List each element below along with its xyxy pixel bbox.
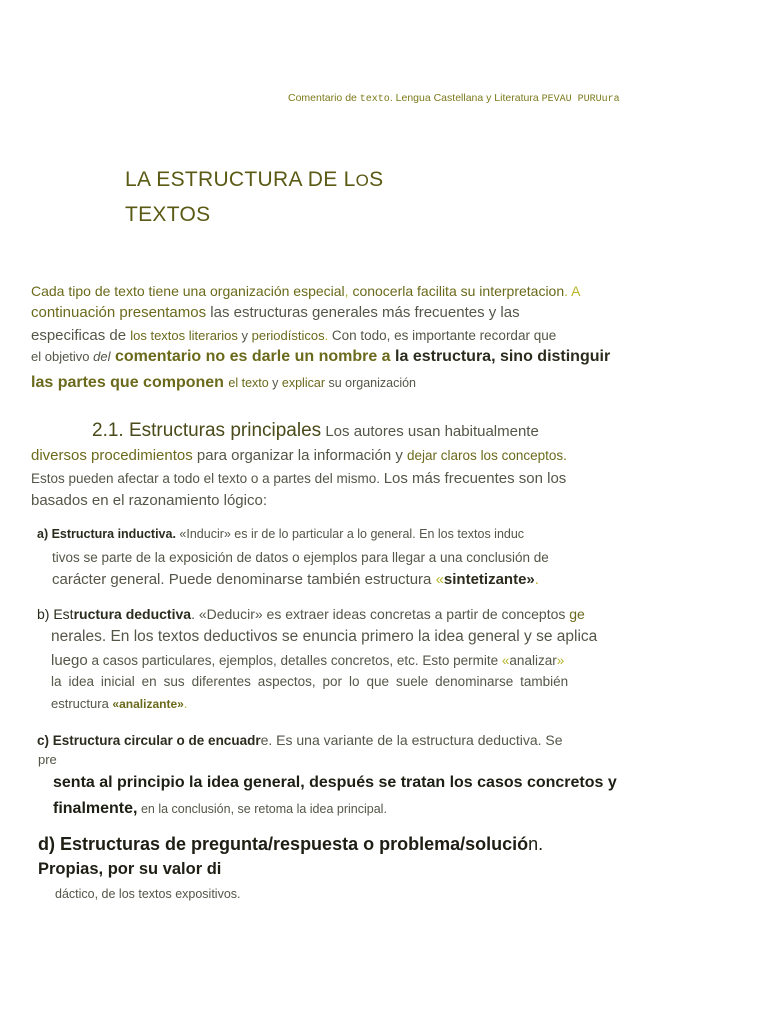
item-d-line-3: dáctico, de los textos expositivos. [55, 887, 241, 901]
item-b-line-2: nerales. En los textos deductivos se enuncia primero la idea general y se aplica [51, 628, 598, 645]
intro-text: Con todo, es importante recordar que [331, 328, 557, 343]
intro-line-3 [31, 327, 556, 344]
item-a-text: » [526, 571, 535, 588]
item-b-label: ructura deductiva [73, 606, 192, 622]
intro-text: continuación presentamos [31, 304, 211, 321]
section-text: diversos procedimientos [31, 447, 193, 464]
intro-text: su organización [324, 376, 417, 390]
item-d-line-2: Propias, por su valor di [38, 860, 222, 878]
item-a-keyword: sintetizante [443, 571, 527, 588]
section-text: dejar claros los conceptos. [407, 448, 567, 463]
item-b-text: luego [51, 652, 88, 669]
item-c-keyword: finalmente, [53, 800, 138, 817]
intro-text: Cada tipo de texto tiene una organización especial [31, 283, 345, 299]
section-heading [92, 420, 539, 442]
intro-text: del [93, 349, 111, 364]
intro-text-bold: las partes que componen [31, 374, 229, 391]
intro-text: los textos literarios [130, 328, 238, 343]
title-text: LA ESTRUCTURA DE L [125, 168, 356, 191]
intro-text: especificas de [31, 327, 131, 344]
title-text-o: O [355, 171, 370, 190]
item-c-text: e [260, 732, 269, 748]
intro-line-5 [31, 374, 416, 392]
item-d-text: n. [528, 834, 544, 854]
header-course: . Lengua Castellana y Literatura [389, 92, 542, 104]
item-b-text: b) Est [37, 606, 74, 622]
section-line-4: basados en el razonamiento lógico: [31, 492, 267, 509]
page-header [288, 92, 620, 105]
item-b-text: estructura [51, 696, 113, 711]
intro-text: conocerla facilita su interpretacion [352, 283, 565, 299]
header-subject: Comentario de [288, 92, 360, 104]
section-line-3 [31, 470, 566, 487]
item-b-text: » [556, 653, 565, 668]
intro-text: , [344, 283, 353, 299]
intro-text-bold: la estructura, sino distinguir [390, 348, 611, 365]
item-a-text: . [534, 571, 539, 588]
item-c-line-3: senta al principio la idea general, después se tratan los casos concretos y [53, 774, 617, 791]
item-b-keyword: «analizante» [112, 697, 184, 711]
item-c-label: c) Estructura circular o de encuadr [37, 733, 261, 748]
item-c-text: . Es una variante de la estructura deductiva. Se [268, 732, 563, 748]
title-text-s: S [369, 168, 384, 191]
header-exam: PEVAU PURUura [541, 94, 620, 105]
header-subject-word: texto [359, 94, 390, 105]
item-b-line-1 [37, 606, 585, 622]
item-a-label: a) Estructura inductiva. [37, 527, 176, 541]
intro-text: el objetivo [31, 349, 94, 364]
intro-text: y [268, 376, 282, 390]
section-text: para organizar la información y [192, 447, 408, 464]
section-heading-title: 2.1. Estructuras principales [92, 420, 322, 441]
item-a-line-1 [37, 527, 524, 541]
intro-text: y [237, 328, 252, 343]
item-b-text: . «Deducir» es extraer ideas concretas a partir de conceptos [191, 606, 570, 622]
item-d-line-1 [38, 834, 543, 855]
section-text: Los autores usan habitualmente [321, 423, 539, 440]
section-text: Estos pueden afectar a todo el texto o a partes del mismo. [31, 471, 384, 486]
item-a-text: «Inducir» es ir de lo particular a lo general. En los textos induc [175, 527, 525, 541]
intro-line-1 [31, 283, 580, 299]
item-b-line-3 [51, 652, 564, 669]
intro-text: periodísticos [251, 328, 325, 343]
item-b-text: . [183, 696, 188, 711]
intro-text-bold: comentario no es darle un nombre a [110, 348, 391, 365]
item-d-label: d) Estructuras de pregunta/respuesta o problema/solució [38, 834, 529, 854]
intro-text: las estructuras generales más frecuentes y las [210, 304, 520, 321]
item-c-line-1 [37, 732, 563, 748]
item-b-text: a casos particulares, ejemplos, detalles concretos, etc. Esto permite [87, 653, 502, 668]
page-title-line1 [125, 168, 383, 192]
intro-line-4 [31, 348, 610, 366]
item-c-line-4 [53, 800, 387, 818]
item-c-text: en la conclusión, se retoma la idea principal. [137, 802, 387, 816]
item-a-text: « [435, 571, 444, 588]
item-a-line-2: tivos se parte de la exposición de datos o ejemplos para llegar a una conclusión de [52, 550, 549, 565]
intro-line-2 [31, 304, 520, 321]
intro-text: el texto [228, 376, 269, 390]
item-c-line-2: pre [38, 752, 57, 767]
section-line-2 [31, 447, 567, 464]
item-b-line-5 [51, 696, 187, 711]
intro-text: . [324, 328, 332, 343]
item-b-text: « [501, 653, 510, 668]
item-b-keyword: analizar [509, 653, 557, 668]
item-b-line-4: la idea inicial en sus diferentes aspectos, por lo que suele denominarse también [51, 674, 569, 689]
item-a-text: carácter general. Puede denominarse también estructura [52, 571, 436, 588]
intro-text: explicar [281, 376, 325, 390]
page-title-line2: TEXTOS [125, 203, 211, 226]
item-a-line-3 [52, 571, 539, 588]
section-text: Los más frecuentes son los [383, 470, 567, 487]
intro-text: . A [564, 283, 581, 299]
item-b-text: ge [569, 606, 585, 622]
